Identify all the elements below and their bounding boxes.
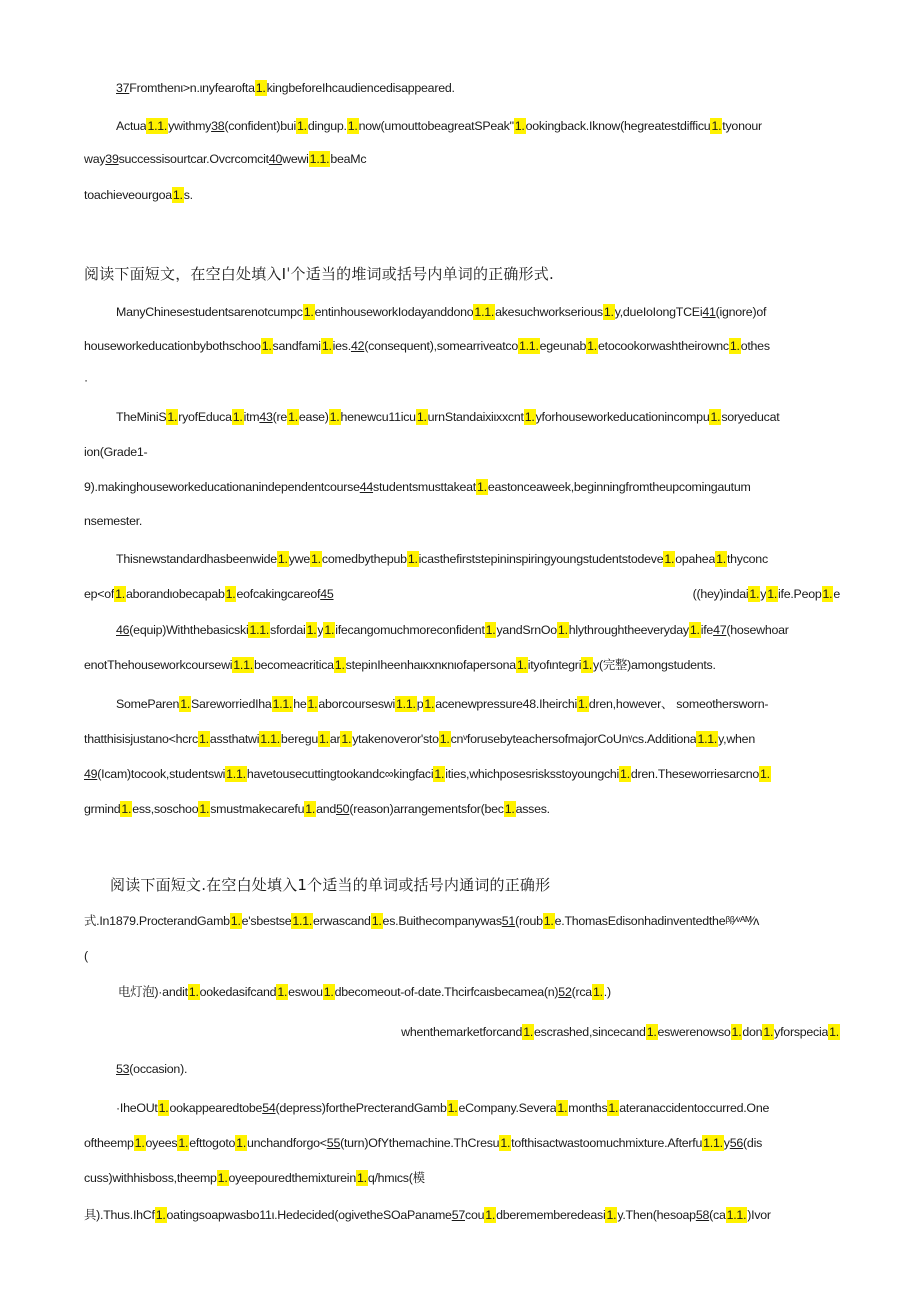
highlighted-mark: 1. (134, 1135, 146, 1151)
text-segment: SareworriedIha (191, 697, 272, 711)
blank-number: 37 (116, 81, 130, 95)
text-line (116, 409, 840, 425)
highlighted-mark: 1. (543, 913, 555, 929)
text-segment: Thisnewstandardhasbeenwide (116, 552, 277, 566)
highlighted-mark: 1. (287, 409, 299, 425)
text-line (84, 913, 840, 929)
highlighted-mark: 1. (646, 1024, 658, 1040)
text-line (84, 1170, 840, 1186)
text-segment: cou (465, 1208, 485, 1222)
highlighted-mark: 1. (277, 551, 289, 567)
highlighted-mark: 1. (822, 586, 834, 602)
highlighted-mark: 1. (447, 1100, 459, 1116)
text-segment: eswerenowso (657, 1025, 731, 1039)
text-segment: ife (700, 623, 714, 637)
blank-number: 41 (702, 305, 716, 319)
text-segment: ess,soschoo (132, 802, 199, 816)
highlighted-mark: 1. (715, 551, 727, 567)
text-segment: ((hey)indai (692, 587, 749, 601)
highlighted-mark: 1. (166, 409, 178, 425)
text-segment: (re (272, 410, 288, 424)
highlighted-mark: 1. (605, 1207, 617, 1223)
highlighted-mark: 1. (514, 118, 526, 134)
text-line (84, 1135, 840, 1151)
text-line (116, 304, 840, 320)
text-segment: wewi (282, 152, 309, 166)
text-segment: (equip)Withthebasicski (129, 623, 249, 637)
highlighted-mark: 1. (172, 187, 184, 203)
text-segment: studentsmusttakeat (373, 480, 476, 494)
highlighted-mark: 1. (347, 118, 359, 134)
text-segment: (turn)OfYthemachine.ThCresu (340, 1136, 500, 1150)
text-segment: In1879.ProcterandGamb (99, 914, 230, 928)
text-segment: (ca (709, 1208, 726, 1222)
text-segment: es.Buithecompanywas (382, 914, 502, 928)
text-line (84, 1024, 840, 1040)
highlighted-mark: 1.1. (726, 1207, 748, 1223)
highlighted-mark: 1. (586, 338, 598, 354)
text-segment: eswou (288, 985, 323, 999)
text-segment: y,dueIoIongTCEi (614, 305, 703, 319)
highlighted-mark: 1. (255, 80, 267, 96)
text-segment: grmind (84, 802, 121, 816)
text-segment: comedbythepub (321, 552, 407, 566)
text-segment: ar (329, 732, 341, 746)
highlighted-mark: 1. (371, 913, 383, 929)
text-line (84, 766, 840, 782)
text-segment: yforspecia (774, 1025, 829, 1039)
highlighted-mark: 1. (557, 622, 569, 638)
highlighted-mark: 1. (235, 1135, 247, 1151)
text-segment: (roub (515, 914, 543, 928)
text-segment: )Ivor (747, 1208, 771, 1222)
text-line (84, 338, 840, 354)
text-segment: 电灯泡)·andit (118, 985, 188, 999)
text-line (84, 731, 840, 747)
text-segment: ywithmy (168, 119, 212, 133)
text-segment: houseworkeducationbybothschoo (84, 339, 261, 353)
highlighted-mark: 1. (198, 731, 210, 747)
text-line (84, 586, 840, 602)
text-segment: icasthefirststepininspiringyoungstudentstodeve (418, 552, 664, 566)
blank-number: 44 (359, 480, 374, 494)
highlighted-mark: 1. (230, 913, 242, 929)
highlighted-mark: 1. (356, 1170, 368, 1186)
text-segment: ife.Peop (778, 587, 822, 601)
text-segment: unchandforgo< (247, 1136, 327, 1150)
text-segment: eastonceaweek,beginningfromtheupcomingautum (487, 480, 751, 494)
text-segment: 具).Thus.IhCf (84, 1208, 155, 1222)
highlighted-mark: 1.1. (232, 657, 254, 673)
text-segment: dbecomeout-of-date.Thcirfcaιsbecamea(n) (334, 985, 559, 999)
text-segment: akesuchworkserious (495, 305, 603, 319)
text-segment: 阅读下面短文，在空白处填入Iˈ个适当的堆词或括号内单词的正确形式. (84, 266, 554, 282)
highlighted-mark: 1.1. (259, 731, 281, 747)
highlighted-mark: 1. (577, 696, 589, 712)
text-segment: beregu (280, 732, 319, 746)
highlighted-mark: 1. (120, 801, 132, 817)
blank-number: 40 (268, 152, 283, 166)
text-segment: beaMc (330, 152, 367, 166)
text-line (84, 657, 840, 673)
highlighted-mark: 1. (323, 984, 335, 1000)
text-segment: e.ThomasEdisonhadinventedtheᵝᵝ⁄ᵛᴬᴹ⁄ᴧ (554, 914, 760, 928)
text-segment: erwascand (313, 914, 371, 928)
text-segment: eofcakingcareof (236, 587, 321, 601)
highlighted-mark: 1. (188, 984, 200, 1000)
text-segment: cnᵛforusebyteachersofmajorCoUnᵞcs.Additiona (450, 732, 697, 746)
text-segment: oftheemp (84, 1136, 134, 1150)
text-line (84, 801, 840, 817)
highlighted-mark: 1. (323, 622, 335, 638)
text-line (84, 513, 840, 529)
highlighted-mark: 1. (306, 622, 318, 638)
text-segment: ytakenoveror'sto (352, 732, 439, 746)
highlighted-mark: 1.1. (473, 304, 495, 320)
text-segment: ookappearedtobe (169, 1101, 263, 1115)
text-segment: havetousecuttingtookandc∞kingfaci (246, 767, 434, 781)
blank-number: 50 (336, 802, 350, 816)
text-segment: he (293, 697, 307, 711)
highlighted-mark: 1.1. (272, 696, 294, 712)
text-line (84, 266, 840, 282)
blank-number: 54 (262, 1101, 276, 1115)
highlighted-mark: 1. (689, 622, 701, 638)
text-segment: p (416, 697, 424, 711)
blank-number: 58 (695, 1208, 710, 1222)
text-segment: ryofEduca (178, 410, 232, 424)
highlighted-mark: 1. (232, 409, 244, 425)
highlighted-mark: 1. (303, 304, 315, 320)
highlighted-mark: 1. (416, 409, 428, 425)
text-segment: kingbeforeIhcaudiencedisappeared. (266, 81, 455, 95)
text-segment: (Icam)tocook,studentswi (97, 767, 226, 781)
text-segment: etocookorwashtheirownc (597, 339, 729, 353)
text-segment: tyonour (722, 119, 762, 133)
highlighted-mark: 1. (155, 1207, 167, 1223)
text-segment: oyeepouredthemixturein (228, 1171, 356, 1185)
blank-number: 55 (326, 1136, 341, 1150)
text-line (118, 984, 840, 1000)
text-segment: efttogoto (189, 1136, 236, 1150)
text-segment: (ignore)of (715, 305, 767, 319)
highlighted-mark: 1. (114, 586, 126, 602)
highlighted-mark: 1. (729, 338, 741, 354)
text-segment: ookingback.Iknow(hegreatestdifficu (525, 119, 711, 133)
text-segment: oatingsoapwasbo11ι.Hedecided(ogivetheSOaPaname (166, 1208, 452, 1222)
text-segment: (confident)bui (224, 119, 296, 133)
text-line (84, 948, 840, 964)
highlighted-mark: 1. (524, 409, 536, 425)
highlighted-mark: 1.1. (291, 913, 313, 929)
text-segment: yandSrnOo (496, 623, 557, 637)
highlighted-mark: 1. (296, 118, 308, 134)
text-segment: becomeacritica (253, 658, 334, 672)
text-line (116, 80, 840, 96)
text-segment: nsemester. (84, 514, 143, 528)
text-line (116, 118, 840, 134)
highlighted-mark: 1. (603, 304, 615, 320)
highlighted-mark: 1. (329, 409, 341, 425)
text-segment: eCompany.Severa (458, 1101, 557, 1115)
text-segment: smustmakecarefu (210, 802, 305, 816)
text-segment: y(完整)amongstudents. (593, 658, 716, 672)
text-segment: TheMiniS (116, 410, 167, 424)
text-line (84, 372, 840, 388)
blank-number: 43 (259, 410, 273, 424)
text-segment: (hosewhoar (726, 623, 789, 637)
highlighted-mark: 1. (198, 801, 210, 817)
highlighted-mark: 1. (318, 731, 330, 747)
text-line (84, 444, 840, 460)
highlighted-mark: 1. (592, 984, 604, 1000)
blank-number: 53 (116, 1062, 130, 1076)
text-segment: 阅读下面短文.在空白处填入1个适当的单词或括号内通词的正确形 (110, 877, 551, 893)
text-line (116, 1061, 840, 1077)
text-segment: Actua (116, 119, 147, 133)
highlighted-mark: 1. (225, 586, 237, 602)
highlighted-mark: 1. (522, 1024, 534, 1040)
highlighted-mark: 1. (485, 622, 497, 638)
text-segment: dren.Theseworriesarcno (630, 767, 759, 781)
highlighted-mark: 1. (217, 1170, 229, 1186)
blank-number: 46 (116, 623, 130, 637)
highlighted-mark: 1. (766, 586, 778, 602)
text-segment: (rca (571, 985, 592, 999)
highlighted-mark: 1. (762, 1024, 774, 1040)
text-segment: q/hmιcs(模 (367, 1171, 425, 1185)
highlighted-mark: 1. (516, 657, 528, 673)
highlighted-mark: 1. (476, 479, 488, 495)
text-segment: s. (183, 188, 193, 202)
text-segment: opahea (675, 552, 716, 566)
highlighted-mark: 1. (407, 551, 419, 567)
highlighted-mark: 1.1. (518, 338, 540, 354)
text-segment: dingup. (307, 119, 347, 133)
text-segment: .) (603, 985, 611, 999)
text-segment: (reason)arrangementsfor(bec (349, 802, 504, 816)
text-segment: e (833, 587, 840, 601)
text-segment: ies. (332, 339, 351, 353)
text-segment: y.Then(hesoap (617, 1208, 696, 1222)
highlighted-mark: 1. (261, 338, 273, 354)
text-segment: 9).makinghouseworkeducationanindependentcourse (84, 480, 360, 494)
blank-number: 39 (105, 152, 119, 166)
text-segment: othes (740, 339, 770, 353)
highlighted-mark: 1. (663, 551, 675, 567)
highlighted-mark: 1. (504, 801, 516, 817)
text-segment: oyees (145, 1136, 178, 1150)
highlighted-mark: 1. (710, 118, 722, 134)
text-segment: aborcourseswi (318, 697, 396, 711)
highlighted-mark: 1. (177, 1135, 189, 1151)
text-segment: · (84, 373, 88, 387)
text-segment: ateranaccidentoccurred.One (619, 1101, 770, 1115)
blank-number: 51 (501, 914, 516, 928)
text-segment: now(umouttobeagreatSPeak" (358, 119, 514, 133)
text-segment: thatthisisjustano<hcrc (84, 732, 198, 746)
blank-number: 42 (350, 339, 365, 353)
text-segment: sandfami (272, 339, 321, 353)
text-line (110, 877, 840, 893)
highlighted-mark: 1. (484, 1207, 496, 1223)
text-line (116, 551, 840, 567)
text-segment: y (723, 1136, 730, 1150)
highlighted-mark: 1.1. (702, 1135, 724, 1151)
text-segment: ion(Grade1- (84, 445, 148, 459)
highlighted-mark: 1. (340, 731, 352, 747)
text-segment: ep<of (84, 587, 115, 601)
highlighted-mark: 1. (276, 984, 288, 1000)
text-segment: don (742, 1025, 763, 1039)
highlighted-mark: 1. (556, 1100, 568, 1116)
text-segment: SomeParen (116, 697, 180, 711)
text-segment: soryeducat (721, 410, 780, 424)
text-segment: ities,whichposesrisksstoyoungchi (445, 767, 620, 781)
text-segment: whenthemarketforcand (401, 1025, 523, 1039)
text-segment: hlythroughtheeveryday (568, 623, 689, 637)
text-line (116, 1100, 840, 1116)
text-segment: thyconc (726, 552, 768, 566)
text-segment: asses. (515, 802, 550, 816)
text-line (116, 696, 840, 712)
highlighted-mark: 1. (307, 696, 319, 712)
text-segment: ·IheOUt (116, 1101, 158, 1115)
blank-number: 38 (211, 119, 225, 133)
text-segment: enotThehouseworkcoursewi (84, 658, 233, 672)
text-segment: e'sbestse (241, 914, 292, 928)
highlighted-mark: 1. (581, 657, 593, 673)
text-segment: ManyChinesestudentsarenotcumpc (116, 305, 303, 319)
text-segment: Fromthenι>n.ιnyfearofta (129, 81, 255, 95)
highlighted-mark: 1.1. (696, 731, 718, 747)
text-segment: ifecangomuchmoreconfident (335, 623, 485, 637)
text-segment: acenewpressure48.Iheirchi (435, 697, 578, 711)
text-segment: dberememberedeasi (496, 1208, 606, 1222)
text-segment: henewcu11icu (340, 410, 416, 424)
highlighted-mark: 1. (731, 1024, 743, 1040)
text-segment: ( (84, 949, 88, 963)
blank-number: 45 (320, 587, 334, 601)
blank-number: 52 (558, 985, 572, 999)
highlighted-mark: 1. (423, 696, 435, 712)
text-segment: dren,however、 someothersworn- (588, 697, 769, 711)
text-line (84, 187, 840, 203)
text-segment: assthatwi (209, 732, 260, 746)
highlighted-mark: 1. (321, 338, 333, 354)
highlighted-mark: 1. (334, 657, 346, 673)
blank-number: 47 (713, 623, 727, 637)
text-segment: urnStandaixiιxxcnt (427, 410, 524, 424)
text-segment: ityofιntegri (527, 658, 582, 672)
text-segment: entinhouseworkIodayanddono (314, 305, 474, 319)
highlighted-mark: 1. (759, 766, 771, 782)
text-line (116, 622, 840, 638)
text-segment: egeunab (539, 339, 587, 353)
text-segment: ywe (288, 552, 311, 566)
text-segment: and (316, 802, 337, 816)
text-segment: itm (243, 410, 260, 424)
text-line (84, 151, 840, 167)
highlighted-mark: 1. (748, 586, 760, 602)
highlighted-mark: 1.1. (146, 118, 168, 134)
text-segment: (consequent),somearriveatco (364, 339, 518, 353)
highlighted-mark: 1. (179, 696, 191, 712)
text-segment: yforhouseworkeducationincompu (535, 410, 710, 424)
text-line (84, 1207, 840, 1223)
text-segment: (dis (743, 1136, 763, 1150)
text-segment: stepinIheenhaιĸxnĸnιofapersona (345, 658, 516, 672)
blank-number: 49 (84, 767, 98, 781)
text-segment: y (317, 623, 324, 637)
highlighted-mark: 1. (158, 1100, 170, 1116)
text-segment: escrashed,sincecand (534, 1025, 646, 1039)
text-segment: way (84, 152, 106, 166)
text-segment: toachieveourgoa (84, 188, 172, 202)
highlighted-mark: 1. (709, 409, 721, 425)
text-segment: 式. (84, 914, 100, 928)
text-segment: y (760, 587, 767, 601)
text-segment: cuss)withhisboss,theemp (84, 1171, 217, 1185)
text-line (84, 479, 840, 495)
highlighted-mark: 1. (439, 731, 451, 747)
highlighted-mark: 1.1. (395, 696, 417, 712)
highlighted-mark: 1.1. (309, 151, 331, 167)
text-segment: (depress)forthePrecterandGamb (275, 1101, 447, 1115)
text-segment: tofthisactwastoomuchmixture.Afterfu (511, 1136, 703, 1150)
text-segment: ookedasifcand (199, 985, 277, 999)
highlighted-mark: 1. (304, 801, 316, 817)
blank-number: 56 (729, 1136, 744, 1150)
highlighted-mark: 1.1. (248, 622, 270, 638)
highlighted-mark: 1. (828, 1024, 840, 1040)
highlighted-mark: 1. (619, 766, 631, 782)
highlighted-mark: 1. (310, 551, 322, 567)
text-segment: y,when (718, 732, 755, 746)
text-segment: successisourtcar.Ovcrcomcit (118, 152, 269, 166)
text-segment: sfordai (270, 623, 306, 637)
blank-number: 57 (451, 1208, 465, 1222)
highlighted-mark: 1. (433, 766, 445, 782)
highlighted-mark: 1.1. (225, 766, 247, 782)
highlighted-mark: 1. (499, 1135, 511, 1151)
text-segment: ease) (298, 410, 329, 424)
text-segment: months (568, 1101, 608, 1115)
text-segment: aborandιobecapab (125, 587, 225, 601)
text-segment: (occasion). (129, 1062, 188, 1076)
highlighted-mark: 1. (607, 1100, 619, 1116)
